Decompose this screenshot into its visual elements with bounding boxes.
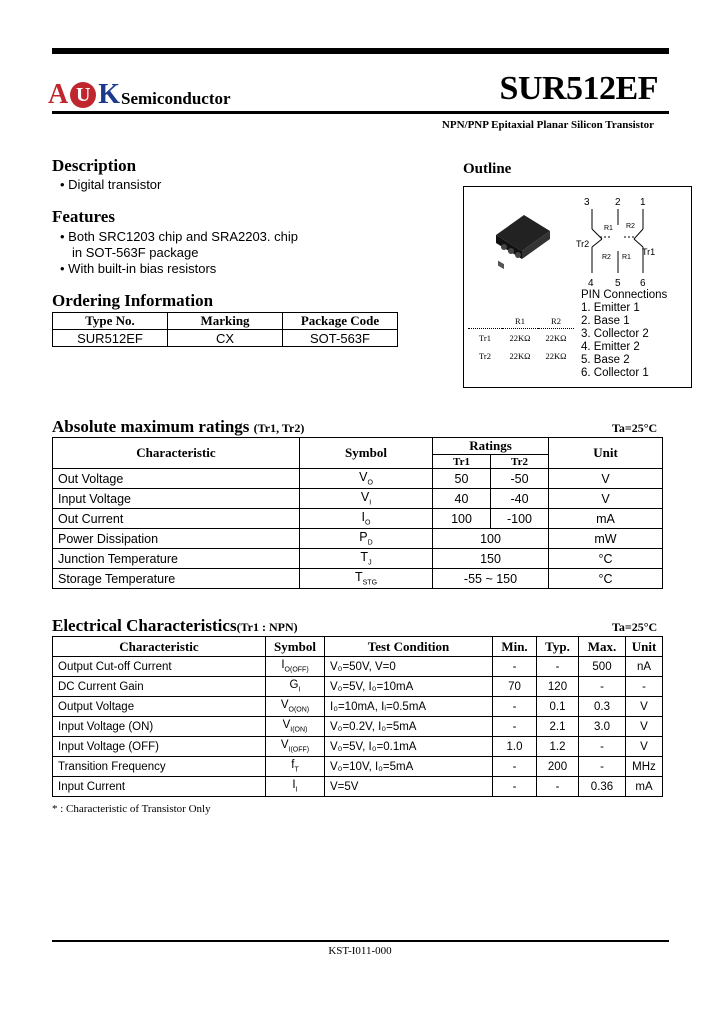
symbol-main: V [360,490,370,505]
elec-header: Min. [493,637,537,657]
feature-item-cont: in SOT-563F package [72,245,199,260]
abs-max-title-text: Absolute maximum ratings [52,417,250,436]
abs-max-table [52,437,663,589]
abs-max-header: Tr2 [491,455,549,469]
symbol-main: I [361,510,366,525]
max: 0.36 [579,777,626,797]
elec-header: Test Condition [325,637,493,657]
ordering-header: Package Code [283,313,398,330]
max: 3.0 [579,717,626,737]
abs-max-header: Characteristic [53,438,300,469]
typ: 2.1 [537,717,579,737]
characteristic: Input Current [53,777,266,797]
min: - [493,657,537,677]
symbol-main: V [282,719,291,732]
max: - [579,677,626,697]
symbol [300,569,433,589]
table-row [53,509,663,529]
resistor-cell: 22KΩ [509,333,531,343]
characteristic: Out Current [53,509,300,529]
part-subtitle: NPN/PNP Epitaxial Planar Silicon Transistor [441,119,654,131]
feature-item: • With built-in bias resistors [60,261,217,276]
table-row [53,469,663,489]
feature-item: • Both SRC1203 chip and SRA2203. chip [60,229,298,244]
characteristic: Input Voltage [53,489,300,509]
symbol-sub: O(OFF) [284,666,309,674]
test-condition: V₀=5V, I₀=0.1mA [325,737,493,757]
unit: V [549,489,663,509]
max: - [579,757,626,777]
resistor-table [468,314,574,365]
rating-tr1: 40 [433,489,491,509]
pin-item: 3. Collector 2 [581,328,649,340]
rating-tr2: -100 [491,509,549,529]
features-title: Features [52,207,115,226]
symbol-sub: T [294,766,299,774]
company-logo [48,80,231,110]
unit: mW [549,529,663,549]
circuit-schematic [592,209,643,273]
table-row [53,549,663,569]
symbol-main: G [289,679,299,692]
r1-label: R1 [604,225,613,232]
pin-connections [581,289,667,380]
characteristic: Out Voltage [53,469,300,489]
characteristic: Storage Temperature [53,569,300,589]
feature-text-1: Both SRC1203 chip and SRA2203. chip [68,229,298,244]
symbol [266,777,325,797]
symbol-sub: I [295,786,298,794]
unit: V [549,469,663,489]
test-condition: V₀=5V, I₀=10mA [325,677,493,697]
symbol [300,489,433,509]
typ: - [537,777,579,797]
symbol-main: T [354,570,363,585]
typ: 200 [537,757,579,777]
ordering-title: Ordering Information [52,291,214,310]
part-number: SUR512EF [499,70,658,107]
table-row [53,697,663,717]
table-row [53,657,663,677]
abs-max-header: Tr1 [433,455,491,469]
unit: V [626,737,663,757]
symbol-main: P [359,530,368,545]
ordering-header: Marking [168,313,283,330]
symbol [266,697,325,717]
tr1-label: Tr1 [642,247,656,257]
min: - [493,777,537,797]
abs-max-header: Symbol [300,438,433,469]
description-text: Digital transistor [68,177,162,192]
ordering-cell: SUR512EF [53,330,168,347]
symbol-sub: D [367,539,373,547]
test-condition: V₀=0.2V, I₀=5mA [325,717,493,737]
symbol-sub: I [369,499,372,507]
abs-max-subtitle: (Tr1, Tr2) [253,421,305,435]
ordering-table [52,312,398,347]
unit: °C [549,549,663,569]
elec-header: Max. [579,637,626,657]
symbol [266,657,325,677]
min: - [493,717,537,737]
pin-label-top: 2 [615,197,621,208]
ordering-cell: SOT-563F [283,330,398,347]
header-rule [52,111,669,114]
resistor-cell: Tr2 [479,351,491,361]
symbol-sub: J [368,559,372,567]
unit: V [626,697,663,717]
pin-label-bottom: 4 [588,278,594,289]
unit: V [626,717,663,737]
typ: 120 [537,677,579,697]
symbol-sub: STG [362,579,378,587]
elec-header: Characteristic [53,637,266,657]
characteristic: Output Voltage [53,697,266,717]
test-condition: V=5V [325,777,493,797]
elec-title-text: Electrical Characteristics [52,616,237,635]
feature-text-3: With built-in bias resistors [68,261,217,276]
pin-item: 2. Base 1 [581,315,630,327]
abs-max-header: Ratings [433,438,549,455]
max: 500 [579,657,626,677]
rating-tr1: 100 [433,509,491,529]
typ: 0.1 [537,697,579,717]
pin-label-top: 1 [640,197,646,208]
elec-header: Unit [626,637,663,657]
max: 0.3 [579,697,626,717]
symbol-sub: I(ON) [290,726,308,734]
table-row [53,717,663,737]
tr2-label: Tr2 [576,239,590,249]
r2-label: R2 [626,223,635,230]
symbol-sub: O [365,519,371,527]
characteristic: Power Dissipation [53,529,300,549]
unit: °C [549,569,663,589]
symbol-main: T [360,550,369,565]
elec-header: Symbol [266,637,325,657]
ordering-cell: CX [168,330,283,347]
pin-item: 5. Base 2 [581,354,630,366]
symbol-main: I [281,659,285,672]
symbol-main: V [280,739,289,752]
characteristic: Output Cut-off Current [53,657,266,677]
min: 70 [493,677,537,697]
pin-label-bottom: 5 [615,278,621,289]
resistor-header [468,314,502,329]
elec-ta: Ta=25°C [612,620,658,634]
r2-label-lower: R2 [602,254,611,261]
min: - [493,697,537,717]
top-rule [52,48,669,54]
symbol-sub: O(ON) [288,706,310,714]
symbol-sub: O [367,479,373,487]
characteristic: Input Voltage (OFF) [53,737,266,757]
description-item: • Digital transistor [60,177,162,192]
unit: - [626,677,663,697]
resistor-header: R1 [502,314,538,329]
bottom-rule [52,940,669,942]
document-code: KST-I011-000 [328,945,392,957]
symbol [300,469,433,489]
rating-both: -55 ~ 150 [433,569,549,589]
elec-header: Typ. [537,637,579,657]
min: 1.0 [493,737,537,757]
table-row [53,677,663,697]
symbol-main: I [292,779,296,792]
footnote: * : Characteristic of Transistor Only [52,803,211,815]
pin-item: 4. Emitter 2 [581,341,640,353]
table-row [53,569,663,589]
table-row [53,737,663,757]
characteristic: Junction Temperature [53,549,300,569]
resistor-header: R2 [538,314,574,329]
abs-max-title [52,417,304,437]
logo-letter-a: A [48,79,69,110]
symbol-main: V [280,699,289,712]
characteristic: Transition Frequency [53,757,266,777]
logo-letter-u: U [70,82,96,108]
rating-tr2: -40 [491,489,549,509]
elec-table [52,636,663,797]
pin-label-top: 3 [584,197,590,208]
table-row [53,529,663,549]
symbol-main: f [291,759,295,772]
test-condition: V₀=10V, I₀=5mA [325,757,493,777]
package-image [496,215,550,269]
elec-title [52,616,298,636]
abs-max-header: Unit [549,438,663,469]
unit: mA [549,509,663,529]
pin-label-bottom: 6 [640,278,646,289]
symbol [266,757,325,777]
r1-label-lower: R1 [622,254,631,261]
pin-item: 1. Emitter 1 [581,302,640,314]
table-row [53,757,663,777]
resistor-cell: 22KΩ [545,351,567,361]
pin-connections-title: PIN Connections [581,289,668,301]
elec-subtitle: (Tr1 : NPN) [236,620,298,634]
table-row [53,777,663,797]
symbol-sub: I [298,686,301,694]
rating-tr1: 50 [433,469,491,489]
outline-title: Outline [463,161,512,177]
resistor-cell: Tr1 [479,333,491,343]
unit: nA [626,657,663,677]
pin-item: 6. Collector 1 [581,367,649,379]
symbol [300,549,433,569]
ordering-header: Type No. [53,313,168,330]
rating-both: 100 [433,529,549,549]
symbol [266,717,325,737]
symbol [300,529,433,549]
rating-both: 150 [433,549,549,569]
rating-tr2: -50 [491,469,549,489]
description-title: Description [52,156,137,175]
typ: 1.2 [537,737,579,757]
characteristic: DC Current Gain [53,677,266,697]
logo-suffix: Semiconductor [121,89,231,108]
symbol-sub: I(OFF) [288,746,310,754]
logo-letter-k: K [98,79,121,110]
symbol-main: V [359,470,368,485]
resistor-cell: 22KΩ [545,333,567,343]
symbol [300,509,433,529]
table-row [53,489,663,509]
typ: - [537,657,579,677]
test-condition: I₀=10mA, Iᵢ=0.5mA [325,697,493,717]
characteristic: Input Voltage (ON) [53,717,266,737]
symbol [266,677,325,697]
test-condition: V₀=50V, V=0 [325,657,493,677]
min: - [493,757,537,777]
resistor-cell: 22KΩ [509,351,531,361]
max: - [579,737,626,757]
outline-box [463,186,692,388]
unit: MHz [626,757,663,777]
abs-max-ta: Ta=25°C [612,421,658,435]
unit: mA [626,777,663,797]
symbol [266,737,325,757]
